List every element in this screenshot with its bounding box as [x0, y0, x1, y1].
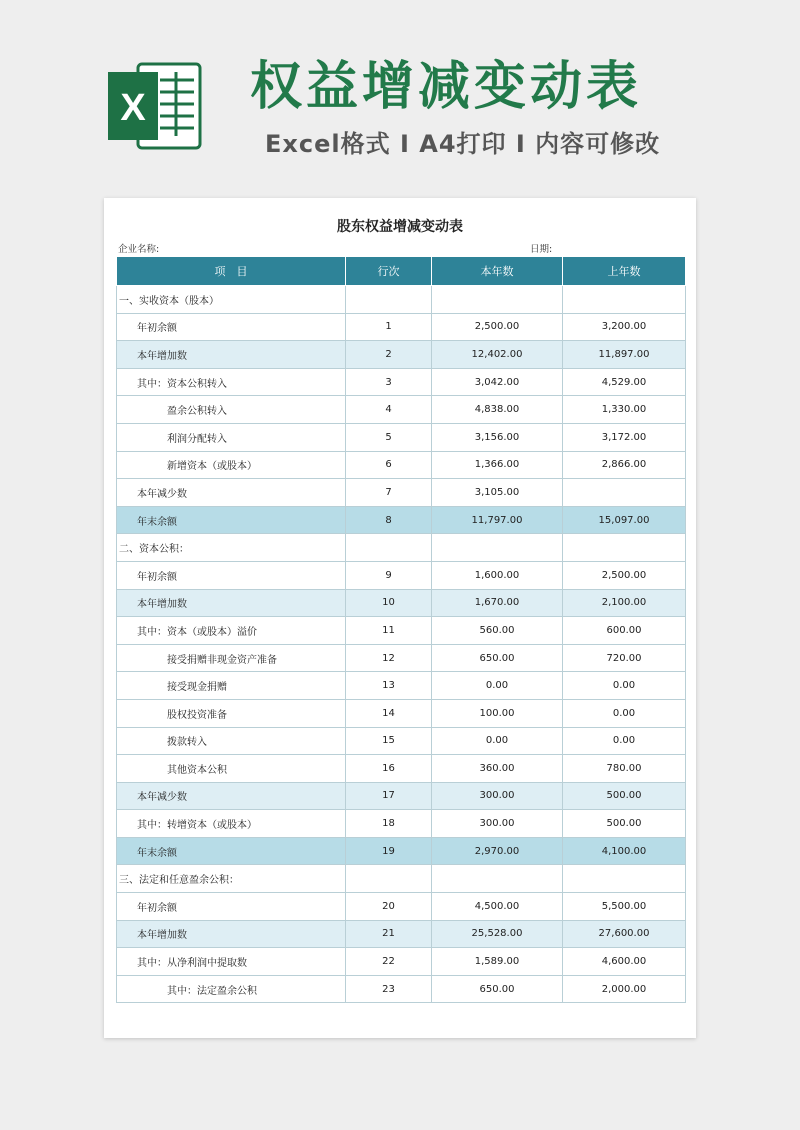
- table-row: [117, 368, 686, 396]
- row-line-cell: 1: [346, 313, 432, 341]
- row-current-year-cell: 4,838.00: [432, 396, 563, 424]
- row-line-cell: 15: [346, 727, 432, 755]
- row-prior-year-cell: 1,330.00: [563, 396, 686, 424]
- row-item-cell: 年初余额: [117, 893, 346, 921]
- header-line-no: 行次: [346, 257, 432, 286]
- row-item-cell: 年末余额: [117, 837, 346, 865]
- svg-text:X: X: [120, 87, 146, 129]
- row-current-year-cell: 650.00: [432, 975, 563, 1003]
- row-line-cell: 17: [346, 782, 432, 810]
- row-line-cell: 13: [346, 672, 432, 700]
- row-prior-year-cell: 0.00: [563, 672, 686, 700]
- row-current-year-cell: 300.00: [432, 782, 563, 810]
- table-row: [117, 920, 686, 948]
- row-line-cell: 3: [346, 368, 432, 396]
- row-prior-year-cell: [563, 479, 686, 507]
- row-line-cell: 2: [346, 341, 432, 369]
- row-prior-year-cell: 27,600.00: [563, 920, 686, 948]
- table-row: [117, 341, 686, 369]
- table-row: [117, 837, 686, 865]
- row-item-cell: 利润分配转入: [117, 423, 346, 451]
- table-row: [117, 396, 686, 424]
- row-prior-year-cell: 4,100.00: [563, 837, 686, 865]
- row-line-cell: 4: [346, 396, 432, 424]
- row-item-cell: 本年增加数: [117, 589, 346, 617]
- table-row: [117, 313, 686, 341]
- table-row: [117, 479, 686, 507]
- table-body: [117, 286, 686, 1003]
- table-row: [117, 286, 686, 314]
- table-row: [117, 423, 686, 451]
- row-item-cell: 其中：法定盈余公积: [117, 975, 346, 1003]
- row-item-cell: 年初余额: [117, 313, 346, 341]
- table-row: [117, 506, 686, 534]
- table-row: [117, 975, 686, 1003]
- table-row: [117, 617, 686, 645]
- row-prior-year-cell: 500.00: [563, 810, 686, 838]
- row-current-year-cell: 1,366.00: [432, 451, 563, 479]
- table-header-row: [117, 257, 686, 286]
- table-row: [117, 810, 686, 838]
- row-prior-year-cell: 600.00: [563, 617, 686, 645]
- row-prior-year-cell: [563, 286, 686, 314]
- row-current-year-cell: 4,500.00: [432, 893, 563, 921]
- row-item-cell: 一、实收资本（股本）: [117, 286, 346, 314]
- row-current-year-cell: 2,970.00: [432, 837, 563, 865]
- report-sheet: [104, 198, 696, 1038]
- row-current-year-cell: 360.00: [432, 755, 563, 783]
- table-row: [117, 782, 686, 810]
- row-prior-year-cell: 0.00: [563, 727, 686, 755]
- row-line-cell: 18: [346, 810, 432, 838]
- row-prior-year-cell: 3,200.00: [563, 313, 686, 341]
- row-current-year-cell: 11,797.00: [432, 506, 563, 534]
- table-row: [117, 699, 686, 727]
- table-row: [117, 451, 686, 479]
- table-row: [117, 865, 686, 893]
- row-item-cell: 拨款转入: [117, 727, 346, 755]
- row-item-cell: 其他资本公积: [117, 755, 346, 783]
- row-item-cell: 其中：资本公积转入: [117, 368, 346, 396]
- row-item-cell: 年末余额: [117, 506, 346, 534]
- row-line-cell: 10: [346, 589, 432, 617]
- row-current-year-cell: 650.00: [432, 644, 563, 672]
- row-item-cell: 接受捐赠非现金资产准备: [117, 644, 346, 672]
- row-current-year-cell: 2,500.00: [432, 313, 563, 341]
- row-line-cell: 5: [346, 423, 432, 451]
- row-current-year-cell: 3,105.00: [432, 479, 563, 507]
- row-item-cell: 接受现金捐赠: [117, 672, 346, 700]
- table-row: [117, 534, 686, 562]
- row-line-cell: [346, 865, 432, 893]
- row-line-cell: [346, 286, 432, 314]
- excel-logo-icon: [104, 58, 204, 154]
- row-current-year-cell: 1,589.00: [432, 948, 563, 976]
- banner-title: 权益增减变动表: [250, 57, 643, 117]
- row-current-year-cell: 560.00: [432, 617, 563, 645]
- header-prior-year: 上年数: [563, 257, 686, 286]
- row-current-year-cell: 3,042.00: [432, 368, 563, 396]
- row-prior-year-cell: 0.00: [563, 699, 686, 727]
- header-item: 项 目: [117, 257, 346, 286]
- row-line-cell: 22: [346, 948, 432, 976]
- row-line-cell: 19: [346, 837, 432, 865]
- row-prior-year-cell: [563, 534, 686, 562]
- row-line-cell: 8: [346, 506, 432, 534]
- row-item-cell: 三、法定和任意盈余公积：: [117, 865, 346, 893]
- banner-subtitle: Excel格式 I A4打印 I 内容可修改: [265, 130, 661, 158]
- row-prior-year-cell: 2,500.00: [563, 561, 686, 589]
- row-line-cell: 7: [346, 479, 432, 507]
- table-row: [117, 755, 686, 783]
- row-item-cell: 股权投资准备: [117, 699, 346, 727]
- table-row: [117, 589, 686, 617]
- table-row: [117, 672, 686, 700]
- table-row: [117, 644, 686, 672]
- row-current-year-cell: 12,402.00: [432, 341, 563, 369]
- row-item-cell: 年初余额: [117, 561, 346, 589]
- row-line-cell: 6: [346, 451, 432, 479]
- row-current-year-cell: [432, 286, 563, 314]
- table-row: [117, 948, 686, 976]
- equity-change-table: [116, 256, 686, 1003]
- row-current-year-cell: 100.00: [432, 699, 563, 727]
- row-prior-year-cell: 4,529.00: [563, 368, 686, 396]
- header-current-year: 本年数: [432, 257, 563, 286]
- table-row: [117, 893, 686, 921]
- row-current-year-cell: 25,528.00: [432, 920, 563, 948]
- row-prior-year-cell: 2,000.00: [563, 975, 686, 1003]
- row-item-cell: 二、资本公积：: [117, 534, 346, 562]
- row-line-cell: 11: [346, 617, 432, 645]
- row-prior-year-cell: 11,897.00: [563, 341, 686, 369]
- row-current-year-cell: 0.00: [432, 672, 563, 700]
- row-line-cell: 12: [346, 644, 432, 672]
- row-prior-year-cell: [563, 865, 686, 893]
- row-item-cell: 本年减少数: [117, 782, 346, 810]
- row-line-cell: [346, 534, 432, 562]
- row-prior-year-cell: 15,097.00: [563, 506, 686, 534]
- row-prior-year-cell: 500.00: [563, 782, 686, 810]
- row-item-cell: 新增资本（或股本）: [117, 451, 346, 479]
- row-item-cell: 本年减少数: [117, 479, 346, 507]
- company-name-label: 企业名称:: [118, 244, 160, 255]
- row-prior-year-cell: 2,866.00: [563, 451, 686, 479]
- row-current-year-cell: 1,600.00: [432, 561, 563, 589]
- row-current-year-cell: 3,156.00: [432, 423, 563, 451]
- row-line-cell: 9: [346, 561, 432, 589]
- row-item-cell: 其中：资本（或股本）溢价: [117, 617, 346, 645]
- row-line-cell: 14: [346, 699, 432, 727]
- row-current-year-cell: [432, 865, 563, 893]
- document-title: 股东权益增减变动表: [337, 219, 463, 235]
- date-label: 日期:: [530, 244, 553, 255]
- row-current-year-cell: 0.00: [432, 727, 563, 755]
- row-item-cell: 其中：转增资本（或股本）: [117, 810, 346, 838]
- row-line-cell: 20: [346, 893, 432, 921]
- table-row: [117, 561, 686, 589]
- row-prior-year-cell: 4,600.00: [563, 948, 686, 976]
- row-prior-year-cell: 5,500.00: [563, 893, 686, 921]
- row-line-cell: 16: [346, 755, 432, 783]
- table-row: [117, 727, 686, 755]
- row-prior-year-cell: 2,100.00: [563, 589, 686, 617]
- row-current-year-cell: 1,670.00: [432, 589, 563, 617]
- row-prior-year-cell: 3,172.00: [563, 423, 686, 451]
- row-prior-year-cell: 720.00: [563, 644, 686, 672]
- row-item-cell: 本年增加数: [117, 341, 346, 369]
- row-item-cell: 其中：从净利润中提取数: [117, 948, 346, 976]
- row-prior-year-cell: 780.00: [563, 755, 686, 783]
- row-line-cell: 23: [346, 975, 432, 1003]
- row-line-cell: 21: [346, 920, 432, 948]
- row-current-year-cell: 300.00: [432, 810, 563, 838]
- row-item-cell: 本年增加数: [117, 920, 346, 948]
- row-current-year-cell: [432, 534, 563, 562]
- row-item-cell: 盈余公积转入: [117, 396, 346, 424]
